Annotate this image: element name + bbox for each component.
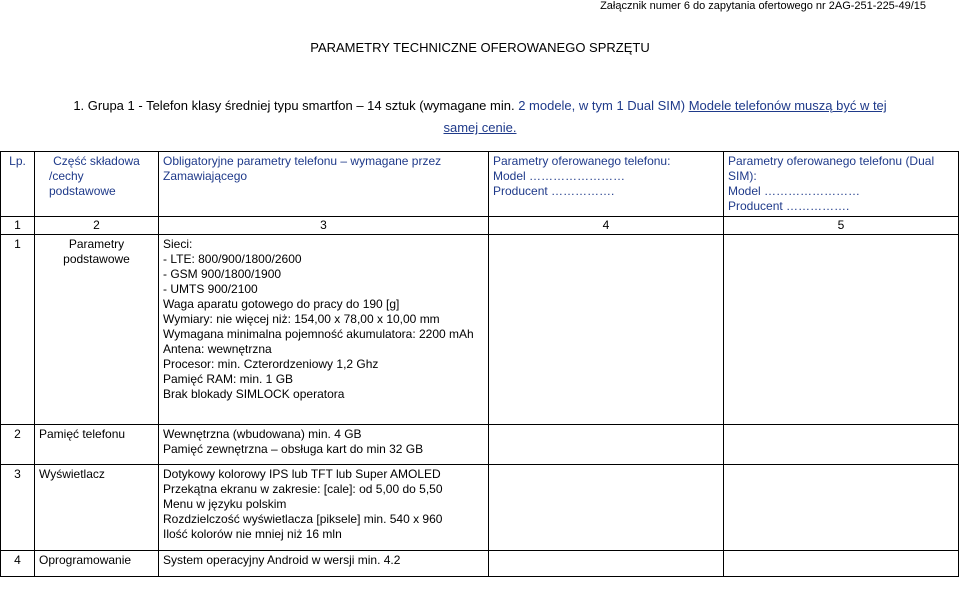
row-number: 3 — [1, 465, 35, 551]
requirement-line: - UMTS 900/2100 — [163, 282, 258, 296]
requirement-line: Dotykowy kolorowy IPS lub TFT lub Super AMOLED — [163, 467, 441, 481]
column-number: 3 — [159, 217, 489, 235]
offered-dual-value-cell[interactable] — [724, 465, 959, 551]
header-offered-line: Parametry oferowanego telefonu: — [493, 154, 671, 168]
row-part: Wyświetlacz — [35, 465, 159, 551]
offered-value-cell[interactable] — [489, 425, 724, 465]
row-part — [35, 235, 159, 425]
header-part-line: Część składowa — [53, 154, 140, 168]
row-requirements — [159, 235, 489, 425]
offered-value-cell[interactable] — [489, 551, 724, 577]
requirement-line: Pamięć zewnętrzna – obsługa kart do min 32 GB — [163, 442, 424, 456]
requirement-line: Wewnętrzna (wbudowana) min. 4 GB — [163, 427, 362, 441]
column-number: 2 — [35, 217, 159, 235]
header-part — [35, 152, 159, 217]
requirement-line: - LTE: 800/900/1800/2600 — [163, 252, 302, 266]
header-row — [1, 152, 959, 217]
header-required — [159, 152, 489, 217]
requirement-line: Pamięć RAM: min. 1 GB — [163, 372, 294, 386]
section-heading-main: 1. Grupa 1 - Telefon klasy średniej typu smartfon – 14 sztuk (wymagane min. — [73, 98, 519, 113]
requirement-line: Wymiary: nie więcej niż: 154,00 x 78,00 x 10,00 mm — [163, 312, 440, 326]
offered-value-cell[interactable] — [489, 235, 724, 425]
requirement-line: Przekątna ekranu w zakresie: [cale]: od 5,00 do 5,50 — [163, 482, 443, 496]
requirement-line: - GSM 900/1800/1900 — [163, 267, 282, 281]
table-row — [1, 465, 959, 551]
column-number: 5 — [724, 217, 959, 235]
column-number: 4 — [489, 217, 724, 235]
header-offered-dual-line: Parametry oferowanego telefonu (Dual — [728, 154, 935, 168]
header-required-line: Zamawiającego — [163, 169, 248, 183]
offered-dual-value-cell[interactable] — [724, 551, 959, 577]
attachment-note: Załącznik numer 6 do zapytania ofertowego nr 2AG-251-225-49/15 — [600, 0, 926, 12]
column-number-row — [1, 217, 959, 235]
header-offered-dual-line: Producent ……………. — [728, 199, 850, 213]
offered-dual-value-cell[interactable] — [724, 235, 959, 425]
section-heading-models: 2 modele, w tym 1 Dual SIM) — [518, 98, 689, 113]
header-lp: Lp. — [1, 152, 35, 217]
header-offered — [489, 152, 724, 217]
header-part-line: podstawowe — [49, 184, 116, 198]
header-offered-dual — [724, 152, 959, 217]
requirement-line: Sieci: — [163, 237, 193, 251]
row-part: Oprogramowanie — [35, 551, 159, 577]
section-heading-same-price-2: samej cenie. — [443, 120, 517, 135]
offered-dual-value-cell[interactable] — [724, 425, 959, 465]
table-row — [1, 235, 959, 425]
offered-value-cell[interactable] — [489, 465, 724, 551]
section-heading-same-price-1: Modele telefonów muszą być w tej — [688, 98, 887, 113]
row-part-line: podstawowe — [63, 252, 130, 266]
requirement-line: Waga aparatu gotowego do pracy do 190 [g] — [163, 297, 400, 311]
requirement-line: Rozdzielczość wyświetlacza [piksele] min. 540 x 960 — [163, 512, 443, 526]
row-number: 2 — [1, 425, 35, 465]
section-heading — [0, 95, 960, 139]
header-part-line: /cechy — [49, 169, 84, 183]
row-part-line: Parametry — [68, 237, 125, 251]
row-number: 4 — [1, 551, 35, 577]
header-offered-line: Producent ……………. — [493, 184, 615, 198]
requirement-line: Antena: wewnętrzna — [163, 342, 272, 356]
table-row — [1, 551, 959, 577]
row-part: Pamięć telefonu — [35, 425, 159, 465]
header-offered-dual-line: SIM): — [728, 169, 757, 183]
requirement-line: Ilość kolorów nie mniej niż 16 mln — [163, 527, 342, 541]
row-requirements — [159, 465, 489, 551]
requirement-line: System operacyjny Android w wersji min. 4.2 — [163, 553, 401, 567]
header-offered-dual-line: Model …………………… — [728, 184, 861, 198]
document-title: PARAMETRY TECHNICZNE OFEROWANEGO SPRZĘTU — [310, 40, 650, 55]
requirement-line: Brak blokady SIMLOCK operatora — [163, 387, 345, 401]
header-required-line: Obligatoryjne parametry telefonu – wymagane przez — [163, 154, 442, 168]
requirement-line: Procesor: min. Czterordzeniowy 1,2 Ghz — [163, 357, 379, 371]
header-offered-line: Model …………………… — [493, 169, 626, 183]
parameters-table — [0, 151, 959, 577]
row-requirements — [159, 551, 489, 577]
row-number: 1 — [1, 235, 35, 425]
row-requirements — [159, 425, 489, 465]
requirement-line: Wymagana minimalna pojemność akumulatora: 2200 mAh — [163, 327, 474, 341]
requirement-line: Menu w języku polskim — [163, 497, 287, 511]
table-row — [1, 425, 959, 465]
column-number: 1 — [1, 217, 35, 235]
